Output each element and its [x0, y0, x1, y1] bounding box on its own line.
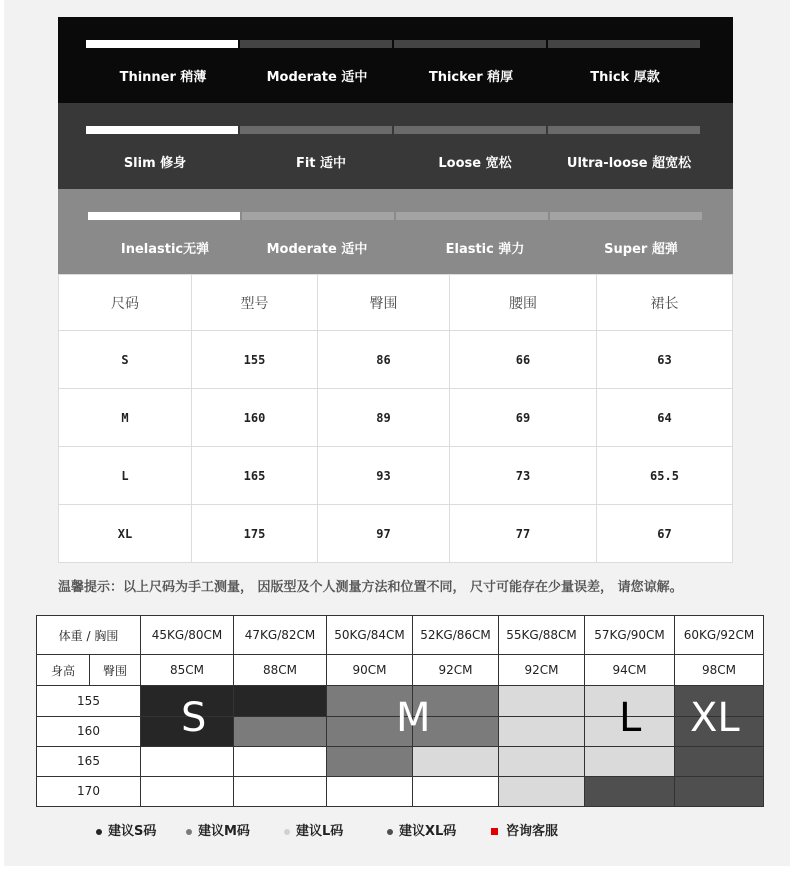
grid-cell-empty	[141, 746, 234, 776]
thickness-label-thicker: Thicker 稍厚	[428, 70, 514, 85]
cell-length: 65.5	[597, 447, 733, 505]
legend-item-l	[284, 820, 343, 839]
height-label: 155	[37, 686, 141, 716]
header-size: 尺码	[59, 275, 192, 331]
thickness-label-thinner: Thinner 稍薄	[119, 70, 207, 85]
height-label: 170	[37, 776, 141, 806]
thickness-segment	[240, 40, 392, 48]
cell-size: M	[59, 389, 192, 447]
weight-header: 50KG/84CM	[327, 616, 413, 655]
grid-cell-l	[499, 716, 585, 746]
elasticity-label-elastic: Elastic 弹力	[445, 242, 525, 257]
grid-cell-l	[499, 776, 585, 806]
cell-waist: 69	[450, 389, 597, 447]
grid-cell-empty	[141, 776, 234, 806]
header-waist: 腰围	[450, 275, 597, 331]
grid-cell-empty	[234, 746, 327, 776]
legend-label: 咨询客服	[506, 824, 559, 839]
cell-size: S	[59, 331, 192, 389]
grid-cell-empty	[327, 776, 413, 806]
dot-icon	[186, 829, 192, 835]
grid-cell-l	[499, 686, 585, 716]
size-overlay-s: S	[181, 695, 207, 741]
size-table	[58, 274, 733, 563]
elasticity-label-super: Super 超弹	[604, 242, 678, 257]
legend-item-service[interactable]	[491, 820, 558, 839]
thickness-segment	[548, 40, 700, 48]
elasticity-segment-active	[88, 212, 240, 220]
measurement-tip: 温馨提示：以上尺码为手工测量， 因版型及个人测量方法和位置不同， 尺寸可能存在少量误差， 请您谅解。	[58, 580, 683, 595]
thickness-segment-active	[86, 40, 238, 48]
dot-icon	[96, 829, 102, 835]
hip-header: 85CM	[141, 655, 234, 686]
hip-header: 88CM	[234, 655, 327, 686]
grid-cell-xl	[675, 746, 764, 776]
grid-cell-xl	[585, 776, 675, 806]
hip-header: 92CM	[499, 655, 585, 686]
corner-weight-bust: 体重 / 胸围	[37, 616, 141, 655]
size-overlay-l: L	[619, 695, 642, 741]
cell-size: L	[59, 447, 192, 505]
table-row	[59, 389, 733, 447]
weight-header: 60KG/92CM	[675, 616, 764, 655]
legend-label: 建议S码	[108, 824, 157, 839]
height-label: 160	[37, 716, 141, 746]
grid-cell-empty	[234, 776, 327, 806]
grid-cell-l	[585, 746, 675, 776]
legend-item-s	[96, 820, 156, 839]
cell-length: 64	[597, 389, 733, 447]
thickness-label-thick: Thick 厚款	[590, 70, 660, 85]
grid-cell-empty	[413, 776, 499, 806]
hip-header: 92CM	[413, 655, 499, 686]
height-label: 165	[37, 746, 141, 776]
corner-hip: 臀围	[90, 655, 141, 686]
cell-hip: 97	[318, 505, 450, 563]
fit-segment-active	[86, 126, 238, 134]
header-model: 型号	[192, 275, 318, 331]
table-row	[59, 447, 733, 505]
grid-cell-m	[234, 716, 327, 746]
elasticity-label-moderate: Moderate 适中	[266, 242, 368, 257]
size-overlay-xl: XL	[690, 695, 740, 741]
legend-item-m	[186, 820, 250, 839]
fit-label-loose: Loose 宽松	[438, 156, 512, 171]
cell-size: XL	[59, 505, 192, 563]
weight-header: 47KG/82CM	[234, 616, 327, 655]
legend-label: 建议M码	[198, 824, 250, 839]
thickness-segment	[394, 40, 546, 48]
header-skirt-length: 裙长	[597, 275, 733, 331]
elasticity-segment	[550, 212, 702, 220]
legend-label: 建议XL码	[399, 824, 457, 839]
grid-cell-l	[499, 746, 585, 776]
weight-header: 57KG/90CM	[585, 616, 675, 655]
cell-waist: 77	[450, 505, 597, 563]
table-row	[59, 331, 733, 389]
corner-height: 身高	[37, 655, 90, 686]
weight-header: 45KG/80CM	[141, 616, 234, 655]
grid-cell-l	[413, 746, 499, 776]
square-icon	[491, 828, 498, 835]
cell-waist: 66	[450, 331, 597, 389]
cell-length: 63	[597, 331, 733, 389]
elasticity-label-inelastic: Inelastic无弹	[120, 242, 210, 257]
size-overlay-m: M	[396, 695, 431, 741]
fit-label-fit: Fit 适中	[295, 156, 347, 171]
cell-model: 155	[192, 331, 318, 389]
fit-label-ultra-loose: Ultra-loose 超宽松	[566, 156, 692, 171]
cell-hip: 89	[318, 389, 450, 447]
fit-segment	[548, 126, 700, 134]
weight-header: 55KG/88CM	[499, 616, 585, 655]
header-hip: 臀围	[318, 275, 450, 331]
thickness-label-moderate: Moderate 适中	[266, 70, 368, 85]
fit-segment	[394, 126, 546, 134]
grid-cell-m	[327, 746, 413, 776]
hip-header: 98CM	[675, 655, 764, 686]
elasticity-segment	[396, 212, 548, 220]
weight-header: 52KG/86CM	[413, 616, 499, 655]
dot-icon	[387, 829, 393, 835]
cell-waist: 73	[450, 447, 597, 505]
cell-model: 165	[192, 447, 318, 505]
legend-item-xl	[387, 820, 456, 839]
cell-length: 67	[597, 505, 733, 563]
cell-hip: 86	[318, 331, 450, 389]
fit-band	[58, 103, 733, 189]
legend-label: 建议L码	[296, 824, 344, 839]
size-table-header	[59, 275, 733, 331]
hip-header: 90CM	[327, 655, 413, 686]
cell-model: 175	[192, 505, 318, 563]
cell-model: 160	[192, 389, 318, 447]
elasticity-segment	[242, 212, 394, 220]
thickness-band	[58, 17, 733, 103]
grid-cell-s	[234, 686, 327, 716]
fit-label-slim: Slim 修身	[123, 156, 187, 171]
table-row	[59, 505, 733, 563]
hip-header: 94CM	[585, 655, 675, 686]
grid-cell-xl	[675, 776, 764, 806]
dot-icon	[284, 829, 290, 835]
cell-hip: 93	[318, 447, 450, 505]
fit-segment	[240, 126, 392, 134]
elasticity-band	[58, 189, 733, 275]
